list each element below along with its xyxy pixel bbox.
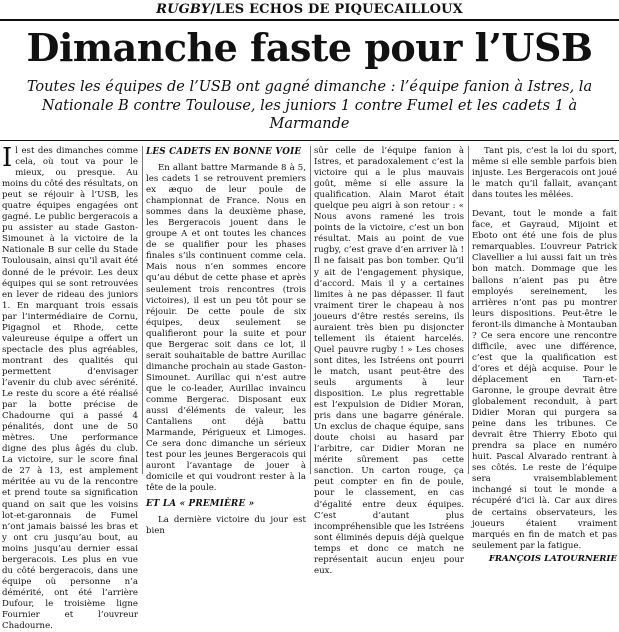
horizontal-rule <box>0 140 619 141</box>
drop-cap: I <box>2 143 13 173</box>
column-1 <box>2 143 139 632</box>
column-4 <box>472 146 617 564</box>
column-divider <box>142 146 143 474</box>
section-kicker <box>0 0 619 21</box>
column-3 <box>314 146 464 576</box>
paragraph: Devant, tout le monde a fait face, et Gayraud, Mijoint et Eboto ont été une fois de plus remarquables. L’ouvreur Patrick Clavellier a lui aussi fait un très bon match. Dommage que les ballons n’aient pas pu être employés sereinement, les arrières n’ont pas pu montrer leurs dispositions. Peut-être le feront-ils dimanche à Montauban ? Ce sera encore une rencontre difficile, avec une différence, c’est que la qualification est d’ores et déjà acquise. Pour le déplacement en Tarn-et-Garonne, le groupe devrait être globalement reconduit, à part Didier Moran qui purgera sa peine dans les tribunes. Ce devrait être Thierry Eboto qui prendra sa place en numéro huit. Pascal Alvarado rentrant à ses côtés. Le reste de l’équipe sera vraisemblablement inchangé si tout le monde a récupéré d’ici là. Car aux dires de certains observateurs, les joueurs étaient vraiment marqués en fin de match et pas seulement par la fatigue. <box>472 209 617 551</box>
kicker-column: LES ECHOS DE PIQUECAILLOUX <box>215 2 463 17</box>
paragraph: Tant pis, c’est la loi du sport, même si elle semble parfois bien injuste. Les Bergeracois ont joué le match qu’il fallait, avançant dans toutes les mêlées. <box>472 146 617 201</box>
paragraph <box>2 143 139 632</box>
deck: Toutes les équipes de l’USB ont gagné dimanche : l’équipe fanion à Istres, la Nationale B contre Toulouse, les juniors 1 contre Fumel et les cadets 1 à Marmande <box>26 79 593 132</box>
paragraph: En allant battre Marmande 8 à 5, les cadets 1 se retrouvent premiers ex æquo de leur poule de championnat de France. Nous en sommes dans la deuxième phase, les Bergeracois jouent dans le groupe A et ont toutes les chances de se qualifier pour les phases finales s’ils continuent comme cela. Mais nous n’en sommes encore qu’au début de cette phase et après seulement trois rencontres (trois victoires), il est un peu tôt pour se réjouir. De cette poule de six équipes, deux seulement se qualifieront pour la suite et pour que Bergerac soit dans ce lot, il serait souhaitable de battre Aurillac dimanche prochain au stade Gaston-Simounet. Aurillac qui n’est autre que le co-leader, Aurillac invaincu comme Bergerac. Disposant eux aussi d’éléments de valeur, les Cantaliens ont déjà battu Marmande, Périgueux et Limoges. Ce sera donc dimanche un sérieux test pour les jeunes Bergeracois qui auront l’avantage de jouer à domicile et qui voudront rester à la tête de la poule. <box>146 163 306 494</box>
kicker-separator: / <box>210 2 216 17</box>
subheading-cadets: LES CADETS EN BONNE VOIE <box>146 147 302 157</box>
paragraph-text: l est des dimanches comme cela, où tout va pour le mieux, ou presque. Au moins du côté des résultats, on peut se réjouir à l’USB, les quatre équipes engagées ont gagné. Le public bergeracois a pu assister au stade Gaston-Simounet à la victoire de la Nationale B sur celle du Stade Toulousain, ainsi qu’il avait été donné de le prévoir. Les deux équipes qui se sont retrouvées en lever de rideau des juniors 1. En marquant trois essais par l’intermédiaire de Cornu, Pigagnol et Rhode, cette valeureuse équipe a offert un spectacle des plus agréables, montrant des qualités qui permettent d’envisager l’avenir du club avec sérénité. Le reste du score a été réalisé par la botte précise de Chadourne qui a passé 4 pénalités, dont une de 50 mètres. Une performance digne des plus âgés du club. La victoire, sur le score final de 27 à 13, est amplement méritée au vu de la rencontre et prend toute sa signification quand on sait que les voisins lot-et-garonnais de Fumel n’ont jamais baissé les bras et y ont cru jusqu’au bout, au moins jusqu’au dernier essai bergeracois. Les plus en vue du côté bergeracois, dans une équipe où personne n’a démérité, ont été l’arrière Dufour, le troisième ligne Fournier et l’ouvreur Chadourne. <box>2 146 139 632</box>
column-divider <box>468 146 469 474</box>
column-2 <box>146 146 306 537</box>
paragraph: sûr celle de l’équipe fanion à Istres, et paradoxalement c’est la victoire qui a le plus mauvais goût, même si elle assure la qualification. Alain Marot était quelque peu aigri à son retour : « Nous avons ramené les trois points de la victoire, c’est un bon résultat. Mais au point de vue rugby, c’est grave d’en arriver là ! Il ne faisait pas bon tomber. Qu’il y ait de l’engagement physique, d’accord. Mais il y a certaines limites à ne pas dépasser. Il faut vraiment tirer le chapeau à nos joueurs d’être restés sereins, ils auraient très bien pu disjoncter tellement ils étaient harcelés. Quel pauvre rugby ! » Les choses sont dites, les Istréens ont pourri le match, usant peut-être des seuls arguments à leur disposition. Le plus regrettable est l’expulsion de Didier Moran, pris dans une bagarre générale. Un exclus de chaque équipe, sans doute choisi au hasard par l’arbitre, car Didier Moran ne mérite sûrement pas cette sanction. Un carton rouge, ça peut compter en fin de poule, pour le classement, en cas d’égalité entre deux équipes. C’est d’autant plus incompréhensible que les Istréens sont éliminés depuis déjà quelque temps et donc ce match ne représentait aucun enjeu pour eux. <box>314 146 464 576</box>
kicker-section: RUGBY <box>156 2 211 17</box>
column-divider <box>310 146 311 474</box>
byline: FRANÇOIS LATOURNERIE <box>488 553 617 564</box>
paragraph: La dernière victoire du jour est bien <box>146 515 306 537</box>
subheading-premiere: ET LA « PREMIÈRE » <box>146 499 255 510</box>
headline: Dimanche faste pour l’USB <box>26 25 593 70</box>
